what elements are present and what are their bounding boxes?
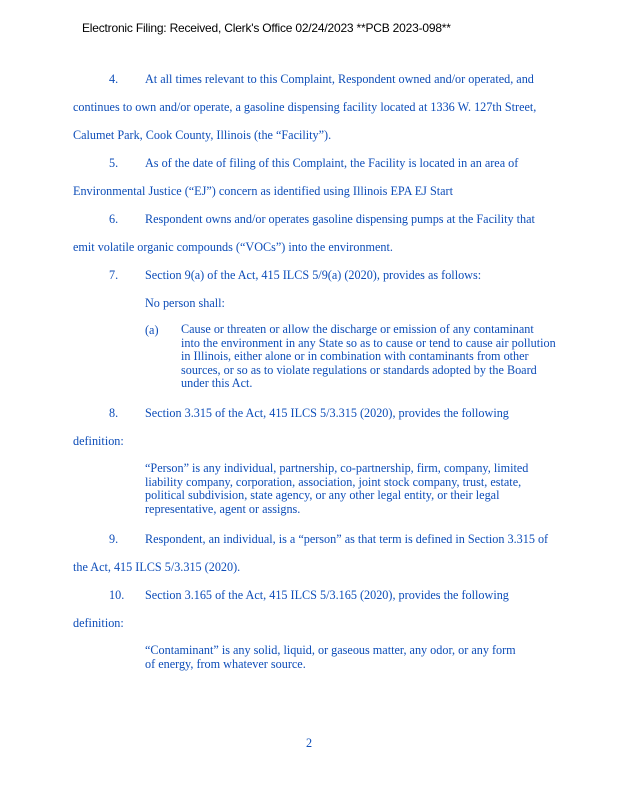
paragraph-number: 9. xyxy=(109,532,119,546)
paragraph-number: 8. xyxy=(109,406,119,420)
paragraph-text: Respondent, an individual, is a “person” as that term is defined in Section 3.315 of xyxy=(145,532,549,546)
paragraph-text: emit volatile organic compounds (“VOCs”) into the environment. xyxy=(73,240,393,254)
paragraph-number: 5. xyxy=(109,156,119,170)
quote-text: No person shall: xyxy=(145,296,225,310)
paragraph-text: definition: xyxy=(73,616,124,630)
paragraph-text: the Act, 415 ILCS 5/3.315 (2020). xyxy=(73,560,241,574)
paragraph-number: 4. xyxy=(109,72,119,86)
paragraph-text: Environmental Justice (“EJ”) concern as identified using Illinois EPA EJ Start xyxy=(73,184,453,198)
paragraph-text: Section 3.315 of the Act, 415 ILCS 5/3.315 (2020), provides the following xyxy=(145,406,509,420)
paragraph-text: As of the date of filing of this Complaint, the Facility is located in an area of xyxy=(145,156,519,170)
subsection-text: Cause or threaten or allow the discharge or emission of any contaminant into the environment in any State so as to cause or tend to cause air pollution in Illinois, either alone or in combination with contaminants from other sources, or so as to violate regulations or standards adopted by the Board under this Act. xyxy=(181,322,556,390)
paragraph-text: At all times relevant to this Complaint, Respondent owned and/or operated, and xyxy=(145,72,534,86)
paragraph-text: Calumet Park, Cook County, Illinois (the “Facility”). xyxy=(73,128,332,142)
paragraph-number: 7. xyxy=(109,268,119,282)
filing-header: Electronic Filing: Received, Clerk's Office 02/24/2023 **PCB 2023-098** xyxy=(82,21,451,35)
paragraph-text: Section 3.165 of the Act, 415 ILCS 5/3.165 (2020), provides the following xyxy=(145,588,509,602)
paragraph-text: Respondent owns and/or operates gasoline dispensing pumps at the Facility that xyxy=(145,212,535,226)
page-number: 2 xyxy=(305,736,313,750)
paragraph-number: 6. xyxy=(109,212,119,226)
paragraph-text: Section 9(a) of the Act, 415 ILCS 5/9(a) (2020), provides as follows: xyxy=(145,268,482,282)
paragraph-text: definition: xyxy=(73,434,124,448)
paragraph-number: 10. xyxy=(109,588,125,602)
definition-quote: “Person” is any individual, partnership, co-partnership, firm, company, limited liability company, corporation, association, joint stock company, trust, estate, political subdivision, state agency, or any other legal entity, or their legal representative, agent or assigns. xyxy=(145,461,529,516)
subsection-label: (a) xyxy=(145,323,159,337)
definition-quote: “Contaminant” is any solid, liquid, or gaseous matter, any odor, or any form of energy, from whatever source. xyxy=(145,643,516,671)
paragraph-text: continues to own and/or operate, a gasoline dispensing facility located at 1336 W. 127th Street, xyxy=(73,100,537,114)
